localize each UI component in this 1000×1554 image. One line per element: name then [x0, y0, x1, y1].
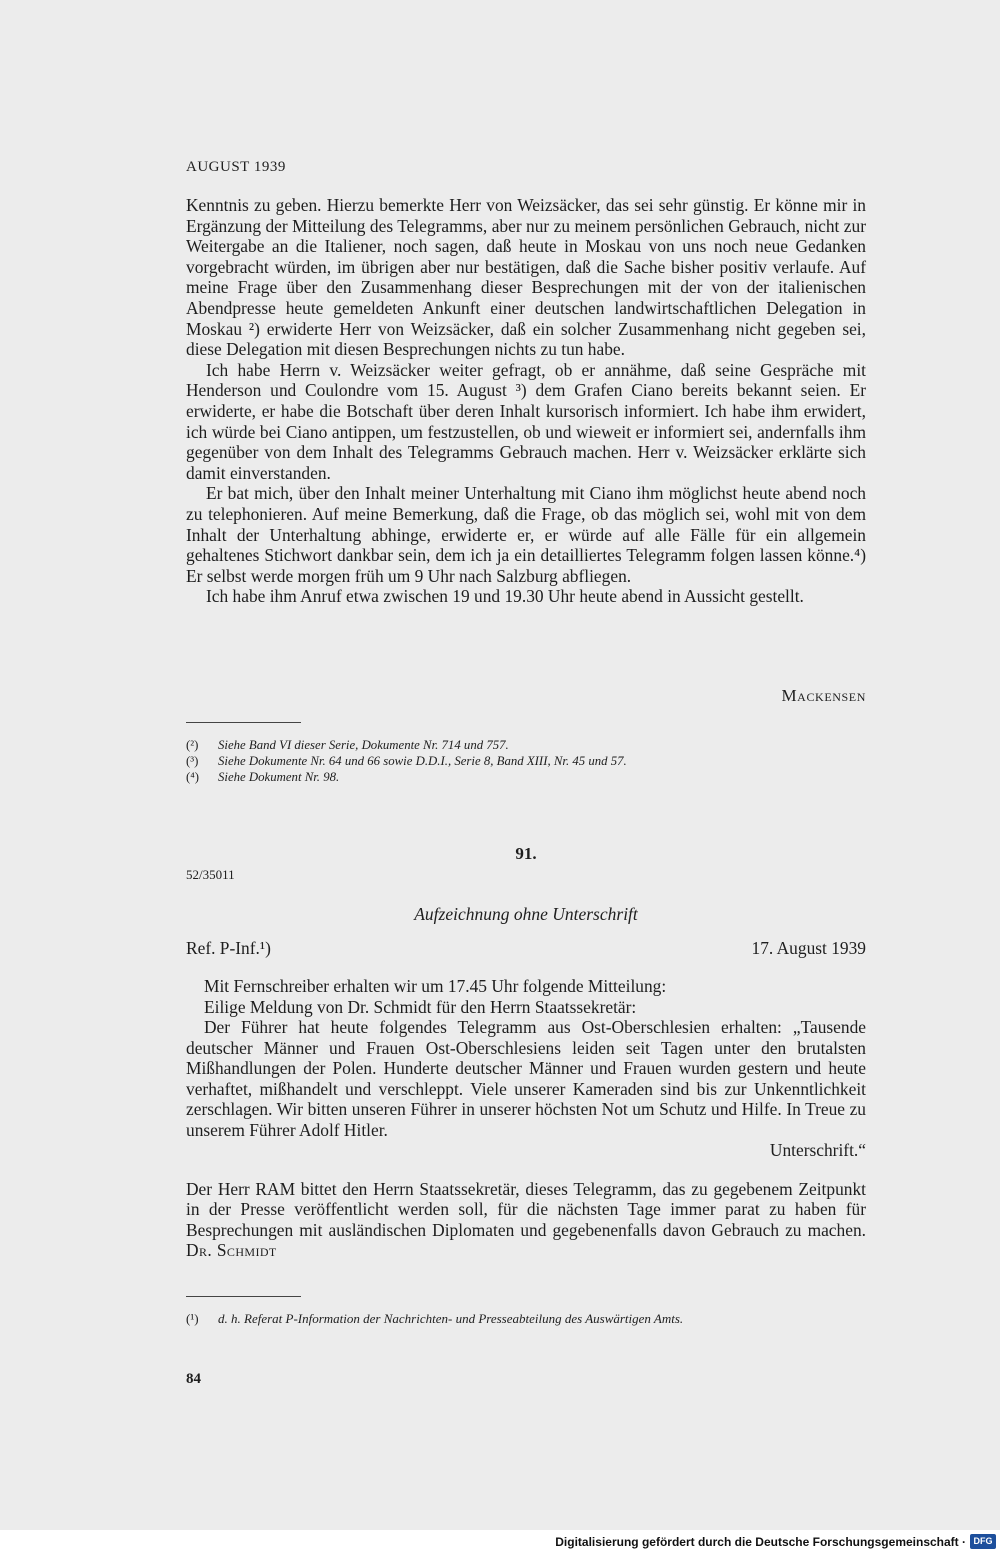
- footnote: [186, 753, 876, 769]
- signature-mackensen: Mackensen: [781, 686, 866, 705]
- paragraph: Der Führer hat heute folgendes Telegramm aus Ost-Oberschlesien erhalten: „Tausende deutscher Männer und Frauen Ost-Oberschlesiens leiden seit Tagen unter den brutalsten Mißhandlungen der Polen. Hunderte deutscher Männer und Frauen wurden gestern und heute verhaftet, mißhandelt und verschleppt. Viele unserer Kameraden sind bis zur Unkenntlichkeit zerschlagen. Wir bitten unseren Führer in unserer höchsten Not um Schutz und Hilfe. In Treue zu unserem Führer Adolf Hitler.: [186, 1017, 866, 1140]
- footnote-text: Siehe Dokument Nr. 98.: [218, 770, 340, 784]
- footnote: [186, 1311, 876, 1327]
- paragraph: Ich habe Herrn v. Weizsäcker weiter gefragt, ob er annähme, daß seine Gespräche mit Henderson und Coulondre vom 15. August ³) dem Grafen Ciano bereits bekannt seien. Er erwiderte, er habe die Botschaft über deren Inhalt kursorisch informiert. Ich habe ihm erwidert, ich würde bei Ciano antippen, um festzustellen, ob und wieweit er informiert sei, andernfalls ihm gegenüber von dem Inhalt des Telegramms Gebrauch machen. Herr v. Weizsäcker erklärte sich damit einverstanden.: [186, 359, 866, 483]
- paragraph-text: Der Herr RAM bittet den Herrn Staatssekretär, dieses Telegramm, das zu gegebenem Zeitpunkt in der Presse veröffentlicht werden soll, für die nächsten Tage immer parat zu haben für Besprechungen mit ausländischen Diplomaten und gegebenenfalls davon Gebrauch zu machen.: [186, 1178, 866, 1240]
- paragraph: [186, 1179, 866, 1261]
- footnote-text: Siehe Dokumente Nr. 64 und 66 sowie D.D.I., Serie 8, Band XIII, Nr. 45 und 57.: [218, 754, 627, 768]
- footnote-divider: [186, 722, 301, 723]
- footnote: [186, 769, 876, 785]
- paragraph: Ich habe ihm Anruf etwa zwischen 19 und 19.30 Uhr heute abend in Aussicht gestellt.: [206, 586, 804, 607]
- dfg-logo: DFG: [970, 1534, 996, 1549]
- paragraph: Kenntnis zu geben. Hierzu bemerkte Herr von Weizsäcker, das sei sehr günstig. Er könne mir in Ergänzung der Mitteilung des Telegramms, aber nur zu meinem persönlichen Gebrauch, nicht zur Weitergabe an die Italiener, noch sagen, daß heute in Moskau von uns noch neue Gedanken vorgebracht würden, im übrigen aber nur bestätigen, daß die Sache bisher positiv verlaufe. Auf meine Frage über den Zusammenhang dieser Besprechungen mit der von der italienischen Abendpresse heute gemeldeten Ankunft einer deutschen landwirtschaftlichen Delegation in Moskau ²) erwiderte Herr von Weizsäcker, daß ein solcher Zusammenhang nicht gegeben sei, diese Delegation mit diesen Besprechungen nichts zu tun habe.: [186, 195, 866, 360]
- credit-bar: [0, 1530, 1000, 1554]
- footnote-number: (³): [186, 754, 199, 768]
- document-number: 91.: [515, 844, 537, 863]
- footnote-number: (¹): [186, 1311, 199, 1326]
- paragraph: Er bat mich, über den Inhalt meiner Unterhaltung mit Ciano ihm möglichst heute abend noch zu telephonieren. Auf meine Bemerkung, daß die Frage, ob das möglich sei, wohl mit von dem Inhalt der Unterhaltung abhinge, erwiderte er, er würde auf alle Fälle für ein allgemein gehaltenes Stichwort dankbar sein, dem ich ja ein detailliertes Telegramm folgen lassen könne.⁴) Er selbst werde morgen früh um 9 Uhr nach Salzburg abfliegen.: [186, 483, 866, 586]
- paragraph: Mit Fernschreiber erhalten wir um 17.45 Uhr folgende Mitteilung:: [204, 976, 667, 996]
- footnote-number: (⁴): [186, 770, 199, 784]
- page-number: 84: [186, 1371, 201, 1387]
- footnote-text: d. h. Referat P-Information der Nachrichten- und Presseabteilung des Auswärtigen Amts.: [218, 1311, 684, 1326]
- document-title: Aufzeichnung ohne Unterschrift: [414, 904, 638, 924]
- paragraph: Eilige Meldung von Dr. Schmidt für den Herrn Staatssekretär:: [204, 996, 637, 1017]
- document-date: 17. August 1939: [751, 938, 866, 958]
- continuation-text: [186, 195, 866, 607]
- document-body: [186, 976, 866, 1261]
- footnote: [186, 737, 876, 753]
- file-reference: 52/35011: [186, 867, 235, 882]
- footnote-number: (²): [186, 738, 199, 752]
- funding-credit: Digitalisierung gefördert durch die Deutsche Forschungsgemeinschaft ·: [555, 1535, 966, 1549]
- reference-line: Ref. P-Inf.¹): [186, 938, 271, 958]
- running-head: AUGUST 1939: [186, 159, 286, 175]
- telegram-signature: Unterschrift.“: [769, 1140, 866, 1160]
- signature-schmidt: Dr. Schmidt: [186, 1240, 277, 1260]
- spacer: [186, 1161, 866, 1179]
- footnotes: [186, 737, 876, 785]
- footnote-text: Siehe Band VI dieser Serie, Dokumente Nr. 714 und 757.: [218, 738, 509, 752]
- footnote-divider: [186, 1296, 301, 1297]
